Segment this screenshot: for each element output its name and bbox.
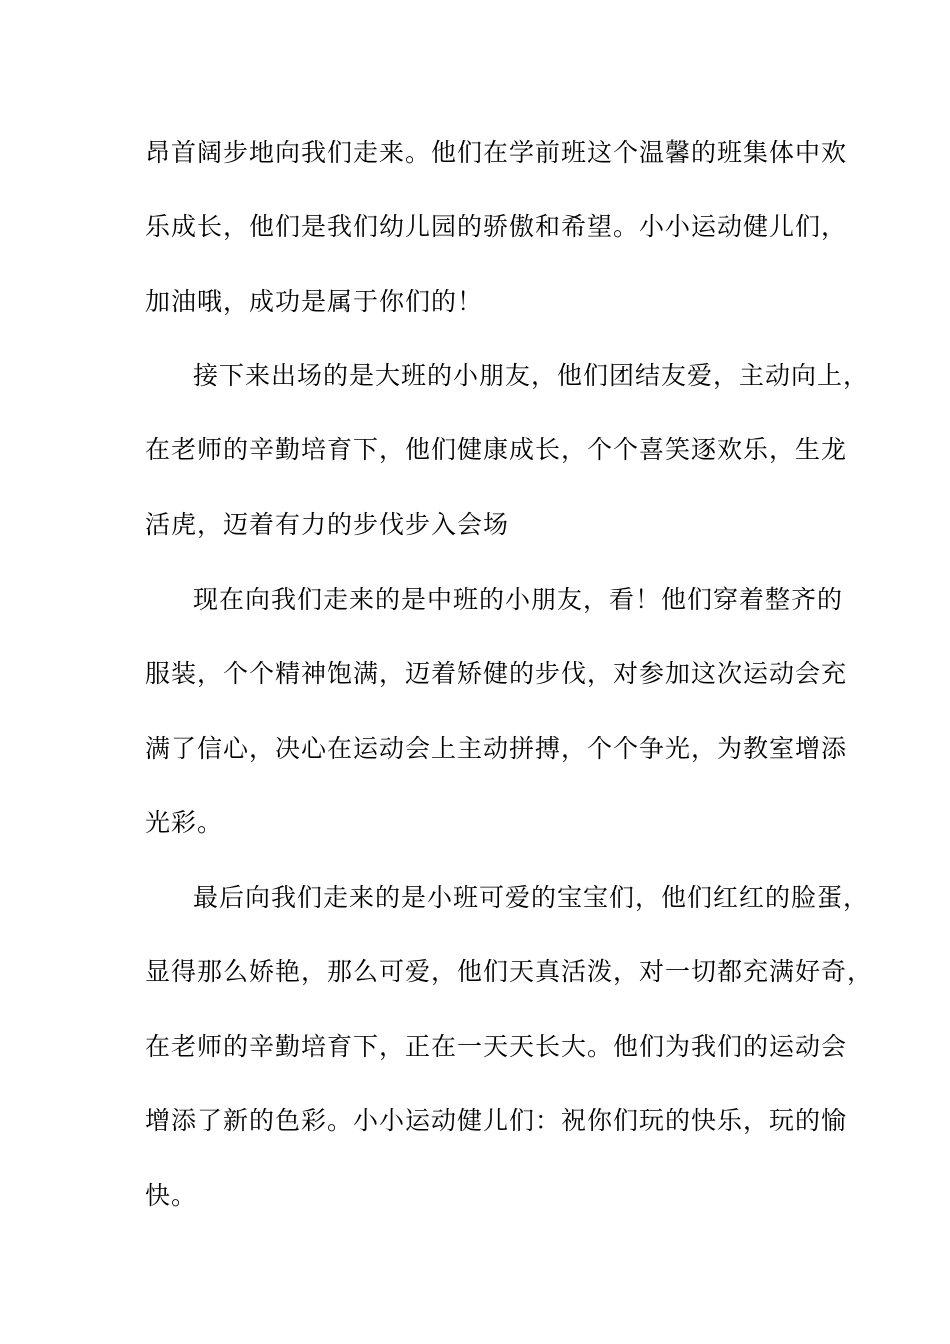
text-line: 显得那么娇艳，那么可爱，他们天真活泼，对一切都充满好奇， [145, 957, 874, 986]
paragraph-first-line: 最后向我们走来的是小班可爱的宝宝们，他们红红的脸蛋， [193, 883, 870, 912]
paragraph-first-line: 现在向我们走来的是中班的小朋友，看！他们穿着整齐的 [193, 585, 844, 614]
text-line: 快。 [145, 1181, 198, 1210]
text-line: 在老师的辛勤培育下，正在一天天长大。他们为我们的运动会 [145, 1032, 848, 1061]
text-line: 服装，个个精神饱满，迈着矫健的步伐，对参加这次运动会充 [145, 659, 848, 688]
text-line: 增添了新的色彩。小小运动健儿们：祝你们玩的快乐，玩的愉 [145, 1106, 848, 1135]
text-line: 满了信心，决心在运动会上主动拼搏，个个争光，为教室增添 [145, 734, 848, 763]
text-line: 光彩。 [145, 808, 224, 837]
paragraph-first-line: 接下来出场的是大班的小朋友，他们团结友爱，主动向上， [193, 361, 870, 390]
text-line: 昂首阔步地向我们走来。他们在学前班这个温馨的班集体中欢 [145, 138, 848, 167]
text-line: 加油哦，成功是属于你们的！ [145, 287, 484, 316]
text-line: 活虎，迈着有力的步伐步入会场 [145, 510, 510, 539]
text-line: 乐成长，他们是我们幼儿园的骄傲和希望。小小运动健儿们， [145, 212, 848, 241]
text-line: 在老师的辛勤培育下，他们健康成长，个个喜笑逐欢乐，生龙 [145, 435, 848, 464]
